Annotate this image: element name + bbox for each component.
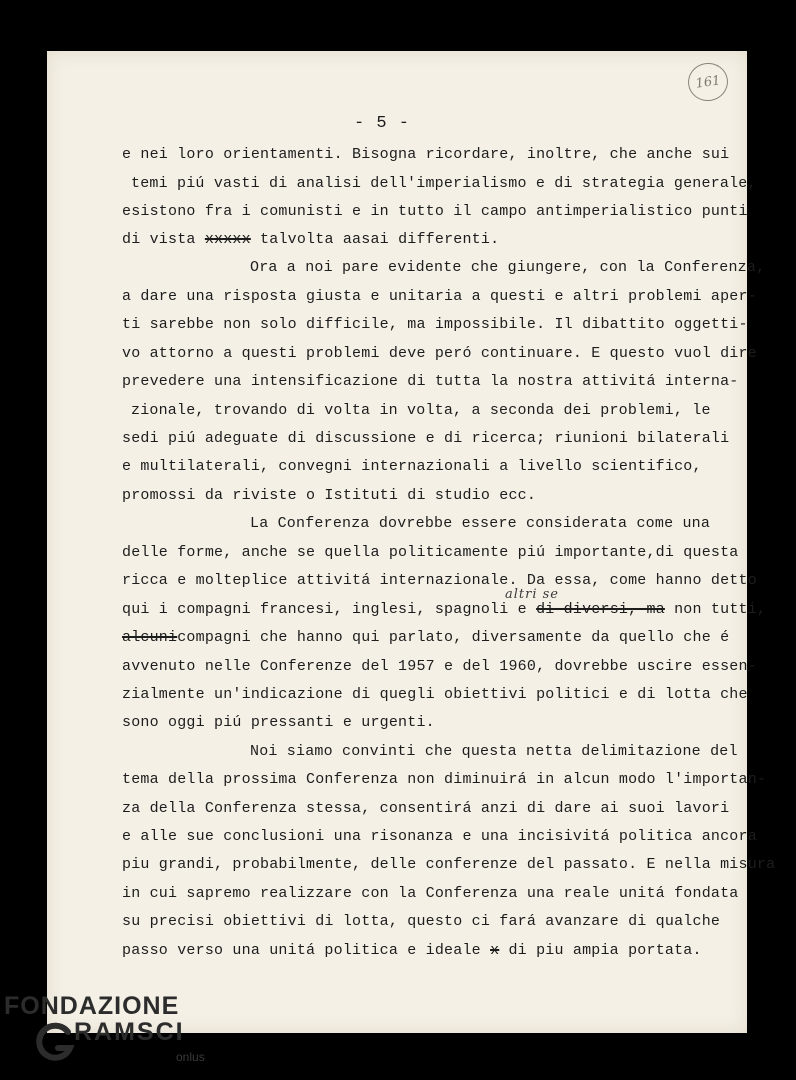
text-line-2: temi piú vasti di analisi dell'imperialismo e di strategia generale,: [131, 175, 757, 192]
text-line-5: Ora a noi pare evidente che giungere, con la Conferenza,: [250, 259, 766, 276]
text-fragment: di vista: [122, 231, 205, 248]
text-fragment: qui i compagni francesi, inglesi, spagnoli e: [122, 601, 537, 618]
text-line-6: a dare una risposta giusta e unitaria a questi e altri problemi aper-: [122, 288, 757, 305]
stamp-number: 161: [694, 72, 722, 92]
text-line-12: e multilaterali, convegni internazionali a livello scientifico,: [122, 458, 702, 475]
text-line-13: promossi da riviste o Istituti di studio ecc.: [122, 487, 537, 504]
struck-text: di diversi, ma: [536, 601, 665, 618]
struck-text: alcuni: [122, 629, 178, 646]
text-line-4: [122, 231, 499, 249]
text-line-10: zionale, trovando di volta in volta, a seconda dei problemi, le: [131, 402, 711, 419]
text-line-7: ti sarebbe non solo difficile, ma impossibile. Il dibattito oggetti-: [122, 316, 748, 333]
text-line-19: avvenuto nelle Conferenze del 1957 e del 1960, dovrebbe uscire essen-: [122, 658, 757, 675]
text-line-1: e nei loro orientamenti. Bisogna ricordare, inoltre, che anche sui: [122, 146, 730, 163]
text-line-11: sedi piú adeguate di discussione e di ricerca; riunioni bilaterali: [122, 430, 730, 447]
page-number: - 5 -: [354, 114, 411, 133]
text-fragment: compagni che hanno qui parlato, diversamente da quello che é: [177, 629, 730, 646]
logo-line-3: onlus: [176, 1050, 205, 1064]
text-line-8: vo attorno a questi problemi deve peró continuare. E questo vuol dire: [122, 345, 757, 362]
text-fragment: passo verso una unitá politica e ideale: [122, 942, 491, 959]
text-fragment: di piu ampia portata.: [499, 942, 702, 959]
text-line-16: ricca e molteplice attivitá internazionale. Da essa, come hanno detto: [122, 572, 757, 589]
text-line-17: [122, 601, 766, 619]
text-line-24: za della Conferenza stessa, consentirá anzi di dare ai suoi lavori: [122, 800, 730, 817]
text-line-23: tema della prossima Conferenza non diminuirá in alcun modo l'importan-: [122, 771, 767, 788]
text-fragment: non tutti,: [664, 601, 767, 618]
struck-text: xxxxx: [204, 231, 251, 248]
handwritten-note: altri se: [505, 587, 560, 602]
text-line-20: zialmente un'indicazione di quegli obiettivi politici e di lotta che: [122, 686, 748, 703]
text-line-27: in cui sapremo realizzare con la Conferenza una reale unitá fondata: [122, 885, 739, 902]
struck-text: x: [490, 942, 500, 959]
text-line-26: piu grandi, probabilmente, delle conferenze del passato. E nella misura: [122, 856, 776, 873]
text-line-9: prevedere una intensificazione di tutta la nostra attivitá interna-: [122, 373, 739, 390]
fondazione-gramsci-logo: [4, 992, 204, 1072]
text-line-22: Noi siamo convinti che questa netta delimitazione del: [250, 743, 738, 760]
text-line-28: su precisi obiettivi di lotta, questo ci fará avanzare di qualche: [122, 913, 721, 930]
text-line-14: La Conferenza dovrebbe essere considerata come una: [250, 515, 711, 532]
logo-g-icon: [34, 1022, 76, 1064]
text-line-15: delle forme, anche se quella politicamente piú importante,di questa: [122, 544, 739, 561]
text-line-3: esistono fra i comunisti e in tutto il campo antimperialistico punti: [122, 203, 748, 220]
logo-line-1: FONDAZIONE: [4, 992, 180, 1020]
text-line-21: sono oggi piú pressanti e urgenti.: [122, 714, 435, 731]
logo-line-2: RAMSCI: [74, 1018, 185, 1046]
text-fragment: talvolta aasai differenti.: [250, 231, 500, 248]
text-line-18: [122, 629, 729, 647]
text-line-25: e alle sue conclusioni una risonanza e una incisivitá politica ancora: [122, 828, 757, 845]
text-line-29: [122, 942, 702, 960]
